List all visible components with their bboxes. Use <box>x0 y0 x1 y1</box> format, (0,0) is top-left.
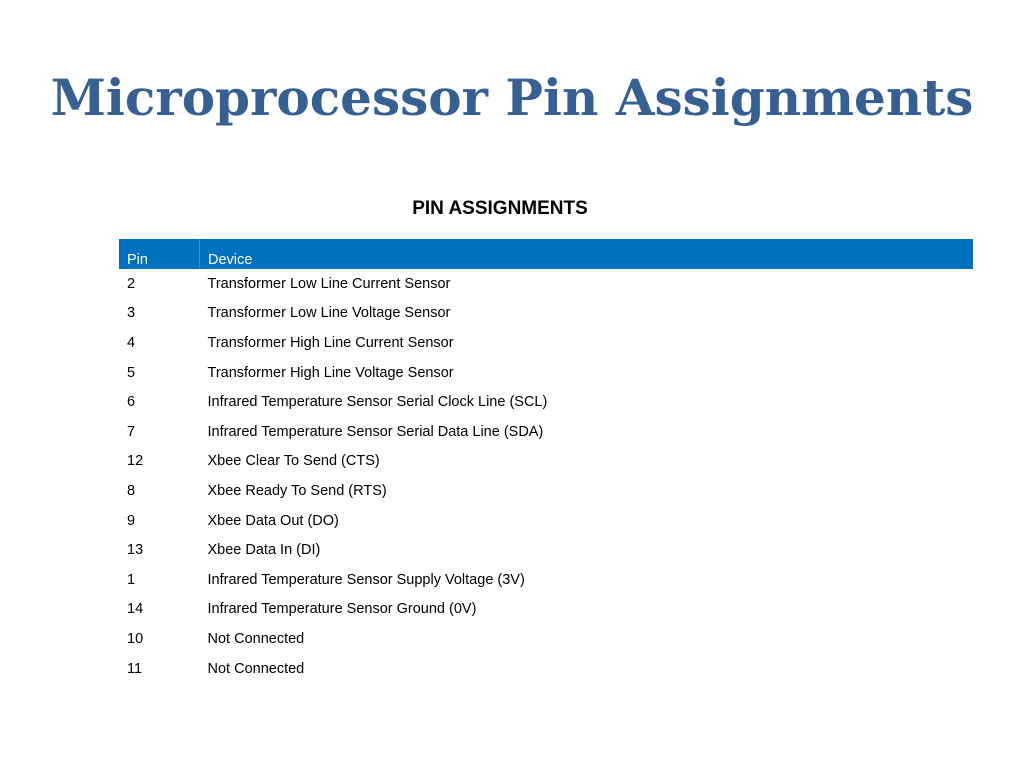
pin-cell: 10 <box>127 630 144 647</box>
table-row <box>119 506 973 536</box>
device-cell: Infrared Temperature Sensor Serial Data Line (SDA) <box>207 423 544 440</box>
table-row <box>119 535 973 565</box>
table-row <box>119 595 973 625</box>
table-row <box>119 387 973 417</box>
table-row <box>119 299 973 329</box>
header-pin: Pin <box>119 239 200 269</box>
pin-cell: 7 <box>127 423 136 440</box>
table-header-row <box>119 239 973 269</box>
table-row <box>119 624 973 654</box>
device-cell: Xbee Data Out (DO) <box>207 512 339 529</box>
table-caption: PIN ASSIGNMENTS <box>412 198 588 219</box>
device-cell: Xbee Clear To Send (CTS) <box>207 453 380 470</box>
pin-cell: 5 <box>127 364 136 381</box>
pin-cell: 3 <box>127 305 136 322</box>
device-cell: Xbee Ready To Send (RTS) <box>207 482 387 499</box>
table-row <box>119 328 973 358</box>
pin-cell: 1 <box>127 571 136 588</box>
pin-cell: 11 <box>127 660 143 677</box>
pin-cell: 6 <box>127 394 136 411</box>
device-cell: Infrared Temperature Sensor Supply Voltage (3V) <box>207 571 525 588</box>
slide-title: Microprocessor Pin Assignments <box>50 68 974 127</box>
table-row <box>119 476 973 506</box>
pin-cell: 4 <box>127 334 136 351</box>
table-row <box>119 654 973 684</box>
pin-assignments-table <box>119 239 973 683</box>
device-cell: Not Connected <box>207 660 305 677</box>
device-cell: Not Connected <box>207 630 305 647</box>
pin-cell: 14 <box>127 601 144 618</box>
pin-cell: 13 <box>127 542 144 559</box>
pin-cell: 2 <box>127 275 136 292</box>
pin-cell: 8 <box>127 482 136 499</box>
device-cell: Infrared Temperature Sensor Ground (0V) <box>207 601 477 618</box>
device-cell: Transformer High Line Current Sensor <box>207 334 454 351</box>
device-cell: Transformer Low Line Voltage Sensor <box>207 305 451 322</box>
table-row <box>119 269 973 299</box>
table-row <box>119 417 973 447</box>
device-cell: Infrared Temperature Sensor Serial Clock Line (SCL) <box>207 394 548 411</box>
pin-cell: 12 <box>127 453 144 470</box>
device-cell: Transformer Low Line Current Sensor <box>207 275 451 292</box>
table-row <box>119 447 973 477</box>
device-cell: Transformer High Line Voltage Sensor <box>207 364 454 381</box>
device-cell: Xbee Data In (DI) <box>207 542 321 559</box>
pin-cell: 9 <box>127 512 136 529</box>
header-device: Device <box>208 252 253 268</box>
table-row <box>119 565 973 595</box>
table-row <box>119 358 973 388</box>
